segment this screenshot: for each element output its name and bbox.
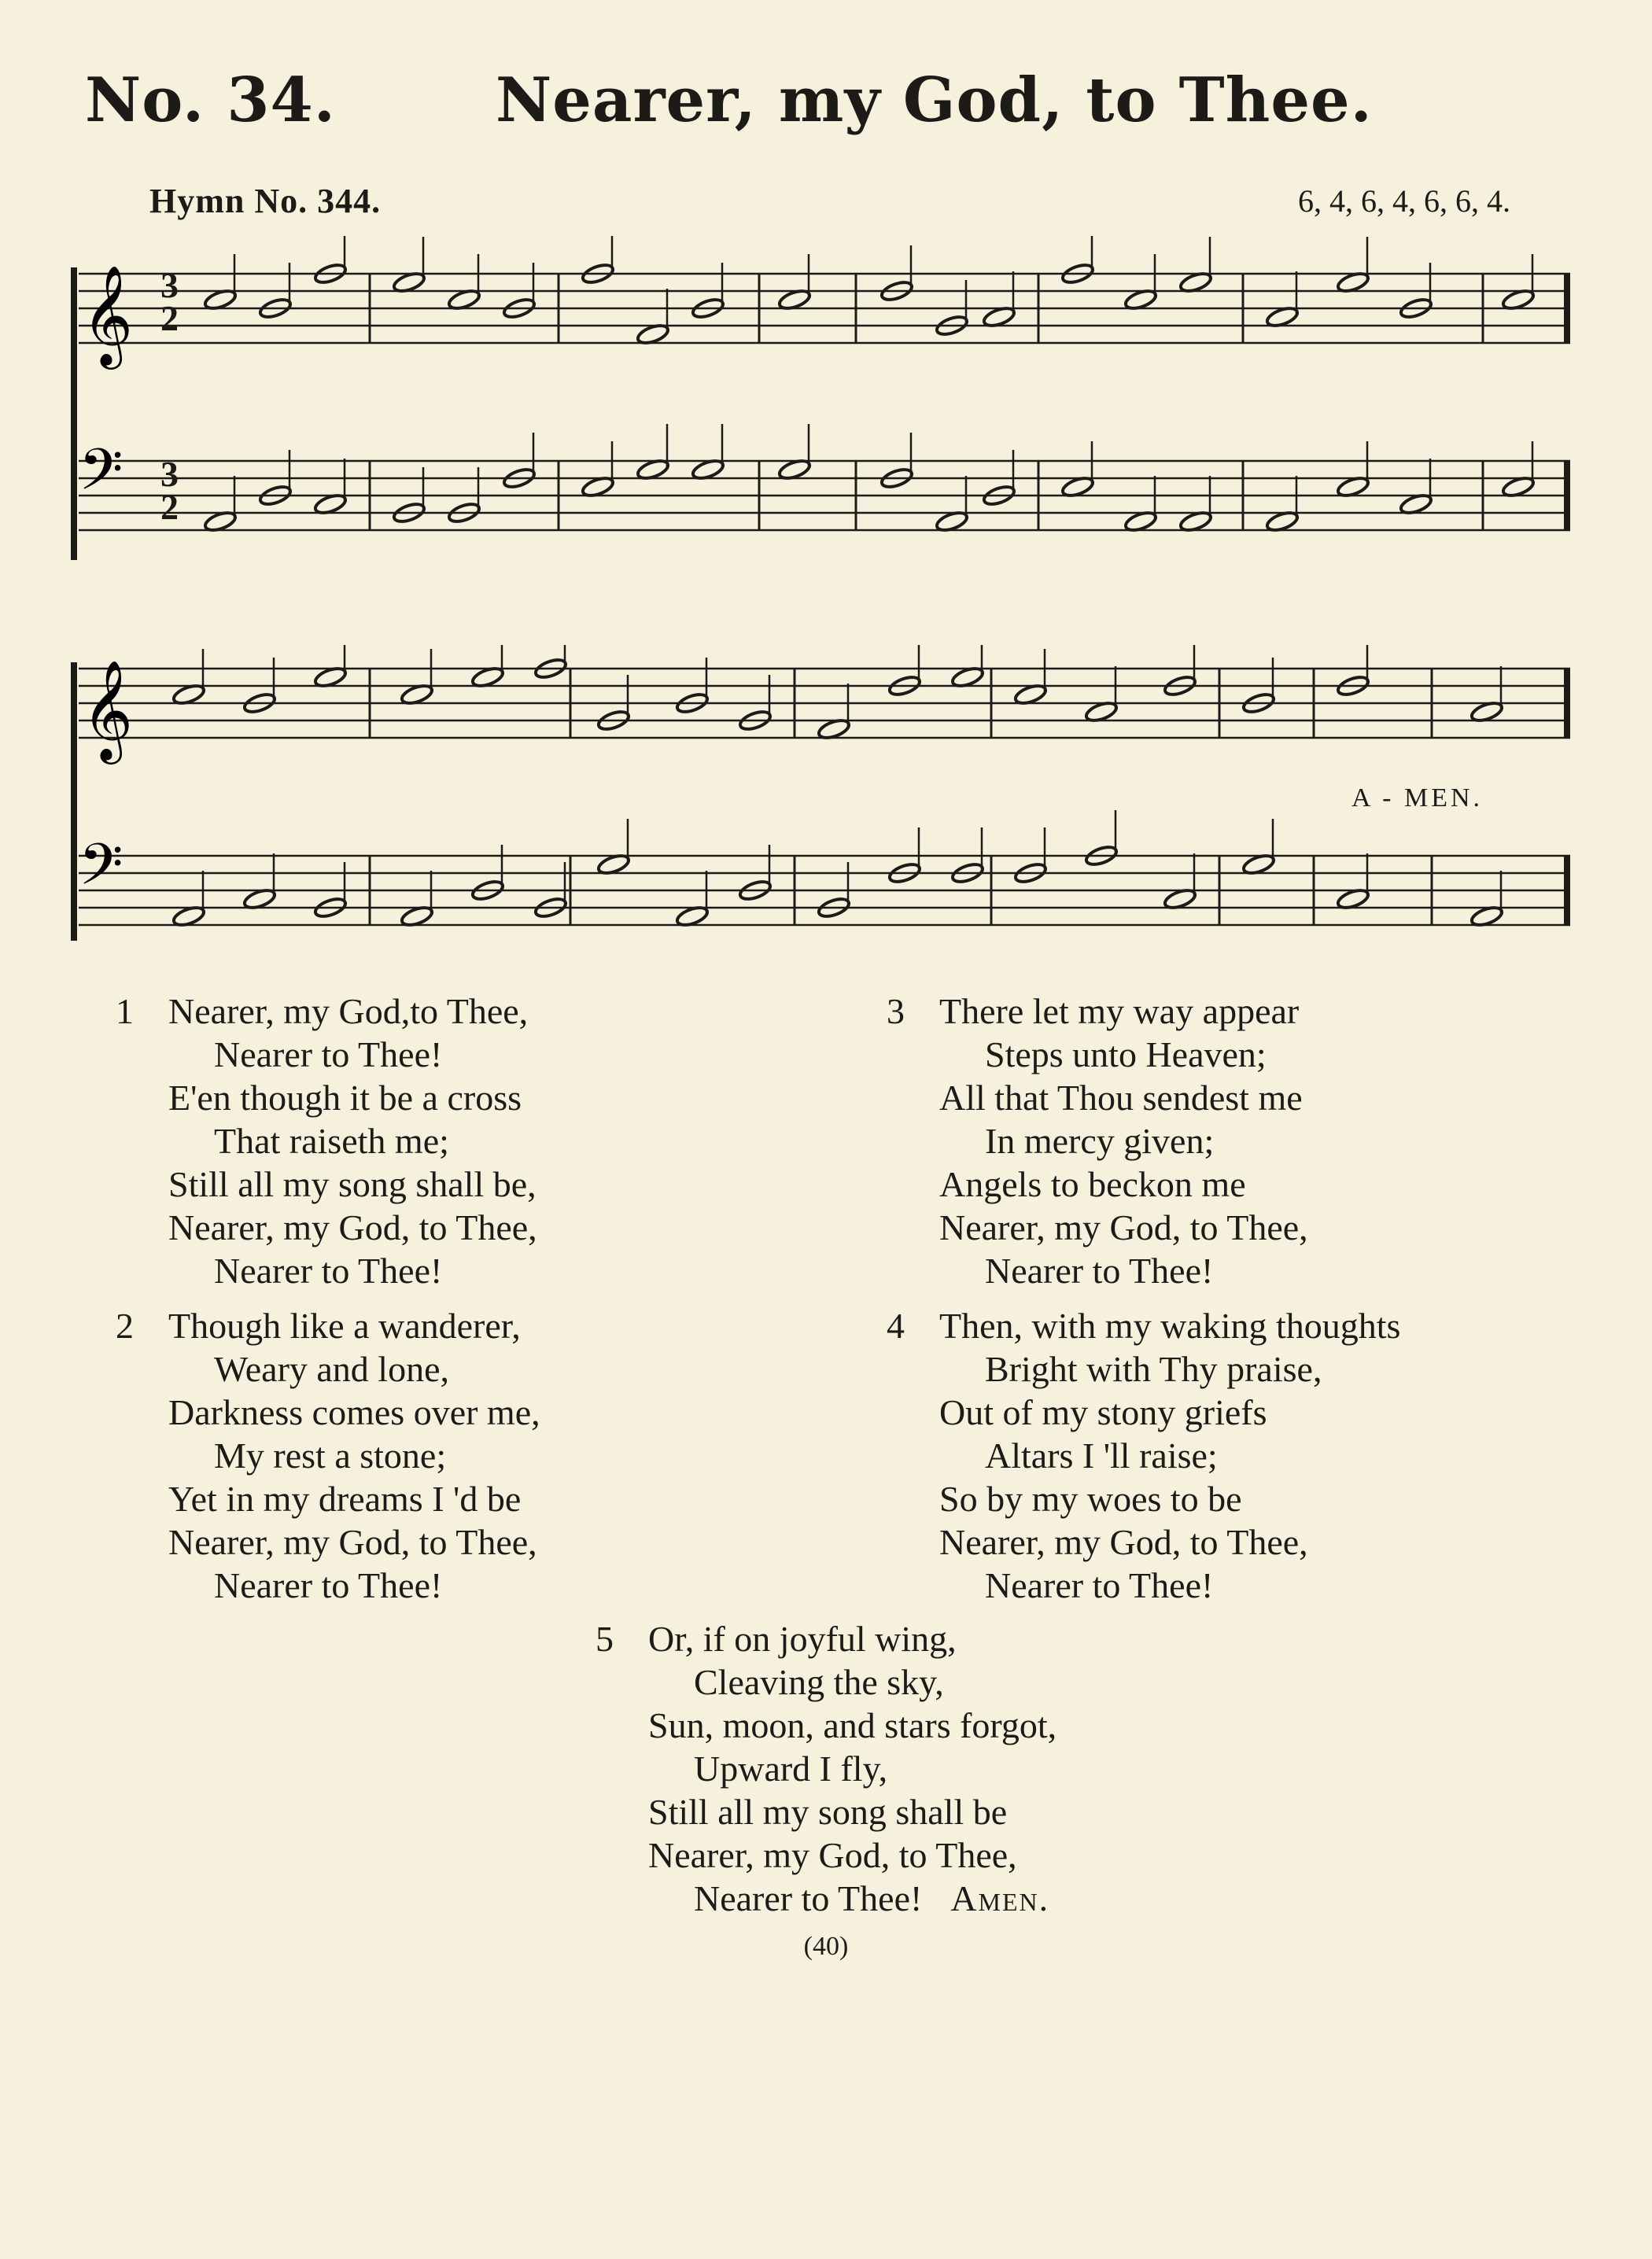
system-1-brace <box>71 267 77 560</box>
svg-text:3: 3 <box>160 265 179 305</box>
hymnal-reference: Hymn No. 344. <box>149 182 382 220</box>
verse-number: 3 <box>887 991 905 1031</box>
verse-line: Cleaving the sky, <box>694 1662 944 1702</box>
verse-line: Altars I 'll raise; <box>985 1435 1218 1476</box>
verse-3 <box>873 989 1308 1292</box>
final-bar-line <box>1564 461 1570 530</box>
svg-text:2: 2 <box>160 298 179 338</box>
verse-number: 1 <box>116 991 134 1031</box>
final-bar-line <box>1564 669 1570 738</box>
verse-line: E'en though it be a cross <box>168 1078 522 1118</box>
verse-line: Out of my stony griefs <box>939 1392 1267 1432</box>
music-system-1 <box>0 236 1652 598</box>
verse-number: 5 <box>596 1619 614 1659</box>
verse-line: Nearer to Thee! <box>214 1034 443 1074</box>
verse-line: All that Thou sendest me <box>939 1078 1303 1118</box>
verse-line-text: Nearer to Thee! <box>694 1878 923 1918</box>
verse-line: Nearer to Thee! <box>985 1565 1214 1605</box>
verse-line <box>648 1877 1056 1920</box>
verse-line: Steps unto Heaven; <box>985 1034 1267 1074</box>
verse-line: Sun, moon, and stars forgot, <box>648 1705 1057 1745</box>
svg-text:2: 2 <box>160 487 179 527</box>
treble-clef-icon: 𝄞 <box>82 659 134 760</box>
verse-line: Angels to beckon me <box>939 1164 1246 1204</box>
amen-text: Amen. <box>950 1878 1050 1918</box>
verse-line: Then, with my waking thoughts <box>939 1306 1401 1346</box>
system-1-notes <box>203 236 1536 533</box>
verse-line: Nearer, my God, to Thee, <box>648 1835 1017 1875</box>
verse-number: 2 <box>116 1306 134 1346</box>
svg-text:3: 3 <box>160 454 179 494</box>
verse-line: In mercy given; <box>985 1121 1215 1161</box>
verse-line: Nearer to Thee! <box>214 1565 443 1605</box>
bass-clef-icon: 𝄢 <box>79 436 124 517</box>
final-bar-line <box>1564 274 1570 343</box>
verse-line: Or, if on joyful wing, <box>648 1619 957 1659</box>
verse-line: Still all my song shall be <box>648 1792 1008 1832</box>
treble-staff <box>79 274 1570 343</box>
verse-line: Darkness comes over me, <box>168 1392 540 1432</box>
verse-5 <box>582 1617 1056 1920</box>
verse-line: Yet in my dreams I 'd be <box>168 1479 522 1519</box>
hymn-number: No. 34. <box>85 64 336 136</box>
verse-2 <box>102 1304 540 1607</box>
verse-line: Nearer, my God, to Thee, <box>168 1207 537 1247</box>
verse-line: There let my way appear <box>939 991 1300 1031</box>
verse-line: Nearer, my God, to Thee, <box>939 1522 1308 1562</box>
final-bar-line <box>1564 856 1570 925</box>
system-2-notes <box>171 645 1504 928</box>
verse-line: Nearer to Thee! <box>985 1251 1214 1291</box>
time-signature <box>160 265 179 527</box>
treble-clef-icon: 𝄞 <box>82 264 134 365</box>
system-2-brace <box>71 662 77 941</box>
verse-line: Nearer, my God, to Thee, <box>939 1207 1308 1247</box>
verse-line: Nearer, my God,to Thee, <box>168 991 529 1031</box>
meter-label: 6, 4, 6, 4, 6, 6, 4. <box>1298 183 1510 219</box>
verse-line: Though like a wanderer, <box>168 1306 521 1346</box>
verse-number: 4 <box>887 1306 905 1346</box>
amen-label: A - MEN. <box>1351 783 1484 813</box>
verse-line: Bright with Thy praise, <box>985 1349 1322 1389</box>
verse-line: Weary and lone, <box>214 1349 449 1389</box>
bass-clef-icon: 𝄢 <box>79 831 124 912</box>
verse-4 <box>873 1304 1400 1607</box>
verse-line: Upward I fly, <box>694 1749 888 1789</box>
verse-line: My rest a stone; <box>214 1435 447 1476</box>
verse-line: Nearer to Thee! <box>214 1251 443 1291</box>
hymn-title: Nearer, my God, to Thee. <box>496 64 1373 136</box>
verse-line: So by my woes to be <box>939 1479 1242 1519</box>
verse-1 <box>102 989 537 1292</box>
verse-line: Nearer, my God, to Thee, <box>168 1522 537 1562</box>
verse-line: Still all my song shall be, <box>168 1164 537 1204</box>
verse-line: That raiseth me; <box>214 1121 449 1161</box>
page-number: (40) <box>803 1932 849 1961</box>
